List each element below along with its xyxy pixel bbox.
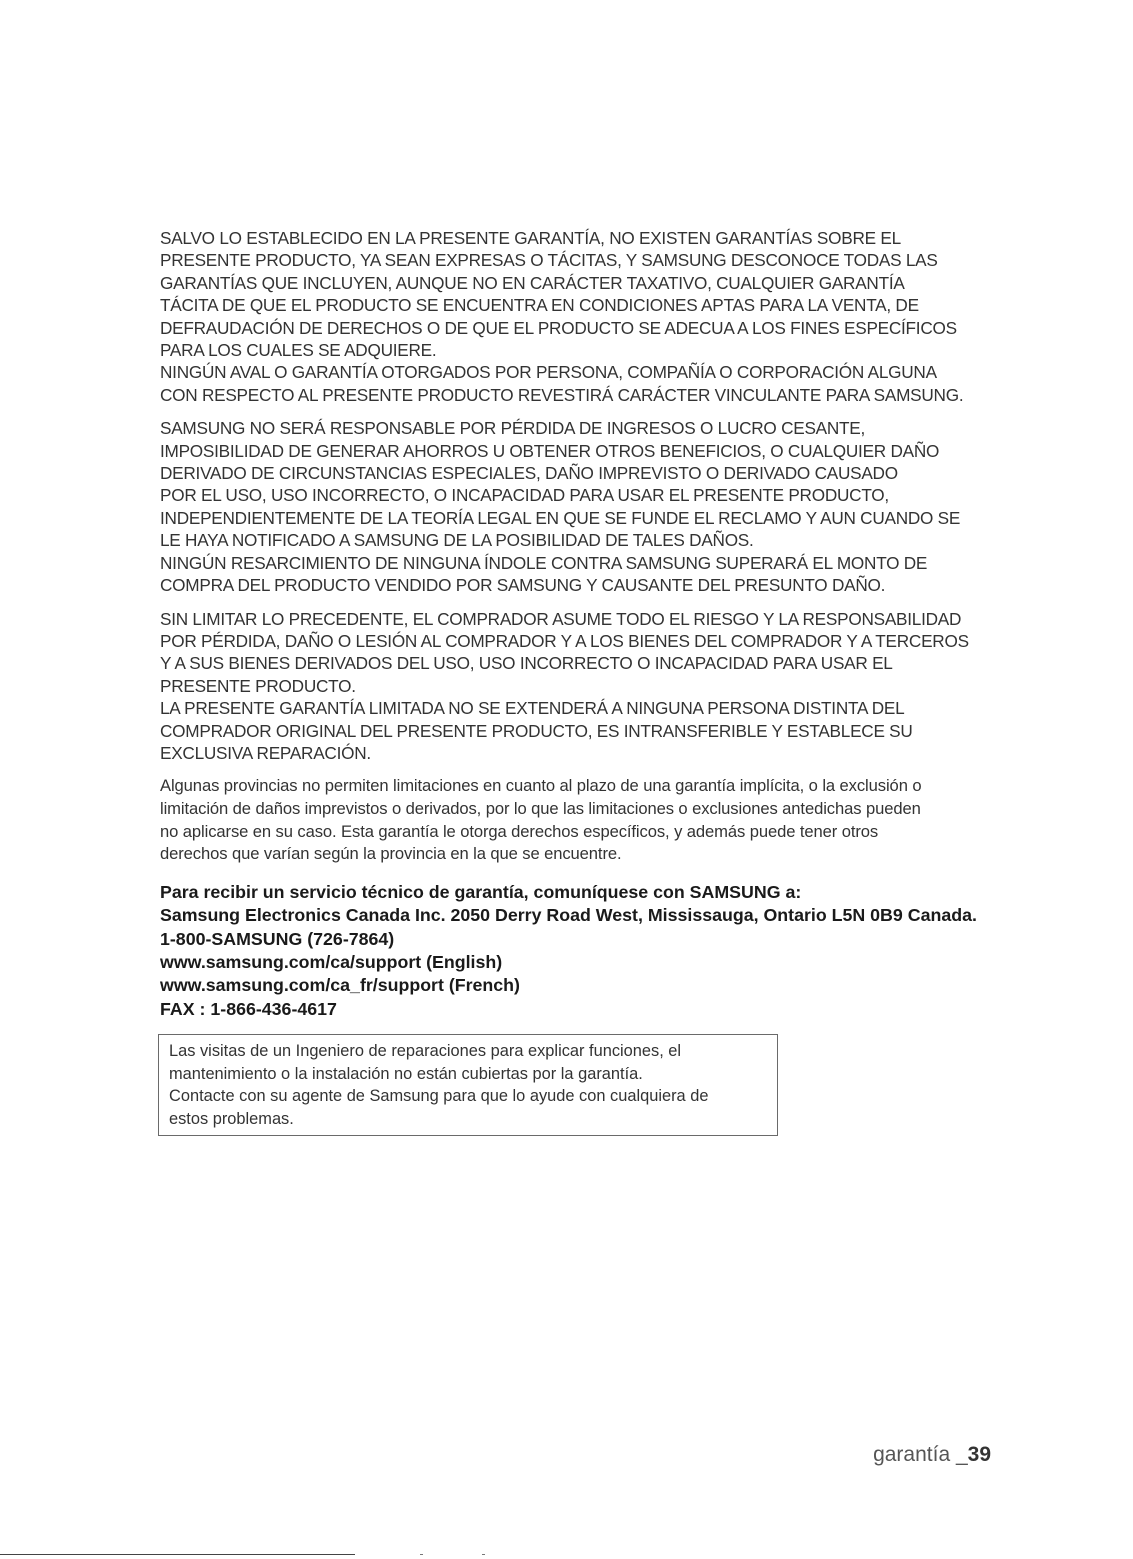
disclaimer-line: PRESENTE PRODUCTO, YA SEAN EXPRESAS O TÁCITAS, Y SAMSUNG DESCONOCE TODAS LAS [160,250,938,271]
bottom-mark [420,1554,423,1555]
disclaimer-line: TÁCITA DE QUE EL PRODUCTO SE ENCUENTRA EN CONDICIONES APTAS PARA LA VENTA, DE [160,295,919,316]
disclaimer-line: NINGÚN AVAL O GARANTÍA OTORGADOS POR PERSONA, COMPAÑÍA O CORPORACIÓN ALGUNA [160,362,937,383]
disclaimer-line: CON RESPECTO AL PRESENTE PRODUCTO REVESTIRÁ CARÁCTER VINCULANTE PARA SAMSUNG. [160,384,964,405]
disclaimer-line: EXCLUSIVA REPARACIÓN. [160,742,371,763]
paragraph-line: derechos que varían según la provincia en la que se encuentre. [160,844,622,864]
disclaimer-line: SIN LIMITAR LO PRECEDENTE, EL COMPRADOR ASUME TODO EL RIESGO Y LA RESPONSABILIDAD [160,608,962,629]
disclaimer-section-3 [160,608,1020,765]
disclaimer-line: COMPRA DEL PRODUCTO VENDIDO POR SAMSUNG Y CAUSANTE DEL PRESUNTO DAÑO. [160,575,886,596]
paragraph-line: limitación de daños imprevistos o derivados, por lo que las limitaciones o exclusiones antedichas pueden [160,798,921,818]
disclaimer-line: NINGÚN RESARCIMIENTO DE NINGUNA ÍNDOLE CONTRA SAMSUNG SUPERARÁ EL MONTO DE [160,552,928,573]
disclaimer-line: DERIVADO DE CIRCUNSTANCIAS ESPECIALES, DAÑO IMPREVISTO O DERIVADO CAUSADO [160,463,898,484]
disclaimer-line: INDEPENDIENTEMENTE DE LA TEORÍA LEGAL EN QUE SE FUNDE EL RECLAMO Y AUN CUANDO SE [160,507,961,528]
disclaimer-line: PRESENTE PRODUCTO. [160,675,356,696]
contact-address: Samsung Electronics Canada Inc. 2050 Derry Road West, Mississauga, Ontario L5N 0B9 Canada. [160,905,977,926]
note-line: mantenimiento o la instalación no están cubiertas por la garantía. [169,1064,643,1083]
note-line: estos problemas. [169,1109,294,1128]
disclaimer-line: IMPOSIBILIDAD DE GENERAR AHORROS U OBTENER OTROS BENEFICIOS, O CUALQUIER DAÑO [160,440,940,461]
contact-fax: FAX : 1-866-436-4617 [160,998,337,1019]
paragraph-line: no aplicarse en su caso. Esta garantía le otorga derechos específicos, y además puede tener otros [160,821,879,841]
disclaimer-line: GARANTÍAS QUE INCLUYEN, AUNQUE NO EN CARÁCTER TAXATIVO, CUALQUIER GARANTÍA [160,272,905,293]
disclaimer-line: Y A SUS BIENES DERIVADOS DEL USO, USO INCORRECTO O INCAPACIDAD PARA USAR EL [160,653,893,674]
note-line: Contacte con su agente de Samsung para que lo ayude con cualquiera de [169,1087,709,1106]
footer-section-label: garantía _ [873,1443,968,1466]
contact-phone: 1-800-SAMSUNG (726-7864) [160,928,395,949]
disclaimer-line: POR PÉRDIDA, DAÑO O LESIÓN AL COMPRADOR Y A LOS BIENES DEL COMPRADOR Y A TERCEROS [160,630,969,651]
disclaimer-section-2 [160,417,1020,596]
contact-intro: Para recibir un servicio técnico de garantía, comuníquese con SAMSUNG a: [160,881,802,902]
contact-block [160,881,1020,1021]
disclaimer-line: SALVO LO ESTABLECIDO EN LA PRESENTE GARANTÍA, NO EXISTEN GARANTÍAS SOBRE EL [160,228,901,248]
bottom-rule [0,1554,355,1555]
page-footer [873,1443,991,1467]
service-note-box [158,1034,778,1135]
support-link-french[interactable]: www.samsung.com/ca_fr/support (French) [160,975,520,996]
bottom-mark [482,1554,485,1555]
disclaimer-line: LA PRESENTE GARANTÍA LIMITADA NO SE EXTENDERÁ A NINGUNA PERSONA DISTINTA DEL [160,698,905,719]
support-link-english[interactable]: www.samsung.com/ca/support (English) [160,951,503,972]
disclaimer-line: POR EL USO, USO INCORRECTO, O INCAPACIDAD PARA USAR EL PRESENTE PRODUCTO, [160,485,889,506]
page-number: 39 [967,1443,991,1466]
disclaimer-section-1 [160,227,1020,406]
disclaimer-line: SAMSUNG NO SERÁ RESPONSABLE POR PÉRDIDA DE INGRESOS O LUCRO CESANTE, [160,418,866,439]
disclaimer-line: PARA LOS CUALES SE ADQUIERE. [160,340,437,361]
warranty-content [160,227,1020,1136]
note-line: Las visitas de un Ingeniero de reparaciones para explicar funciones, el [169,1042,682,1061]
disclaimer-line: LE HAYA NOTIFICADO A SAMSUNG DE LA POSIBILIDAD DE TALES DAÑOS. [160,530,754,551]
paragraph-line: Algunas provincias no permiten limitaciones en cuanto al plazo de una garantía implícita, o la exclusión o [160,776,922,796]
provinces-paragraph [160,775,1020,865]
disclaimer-line: DEFRAUDACIÓN DE DERECHOS O DE QUE EL PRODUCTO SE ADECUA A LOS FINES ESPECÍFICOS [160,317,957,338]
disclaimer-line: COMPRADOR ORIGINAL DEL PRESENTE PRODUCTO, ES INTRANSFERIBLE Y ESTABLECE SU [160,720,913,741]
